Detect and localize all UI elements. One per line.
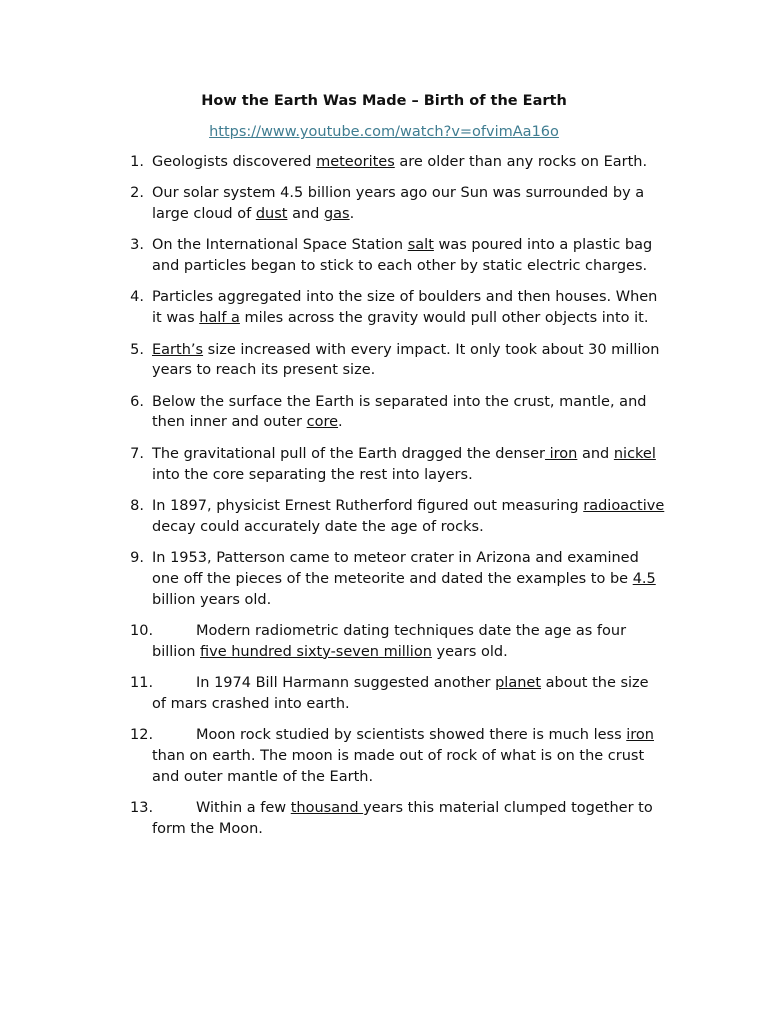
statement-text: Particles aggregated into the size of boulders and then houses. When it was: [152, 289, 658, 327]
fill-in-answer: half a: [199, 310, 240, 327]
list-item-number: 10.: [130, 622, 154, 639]
list-item: [122, 152, 667, 173]
statement-text: On the International Space Station: [152, 237, 408, 254]
list-item-text: [152, 446, 656, 483]
fill-in-answer: 4.5: [632, 570, 656, 587]
statement-text: miles across the gravity would pull other objects into it.: [239, 310, 649, 327]
list-item-text: [152, 342, 659, 379]
list-item-number: 1.: [130, 154, 144, 170]
document-title: How the Earth Was Made – Birth of the Earth: [201, 93, 567, 109]
list-item-text: [152, 185, 644, 222]
statement-text: years this material clumped together to form the Moon.: [152, 799, 653, 837]
statement-text: are older than any rocks on Earth.: [394, 154, 648, 170]
list-item-number: 11.: [130, 674, 154, 691]
list-item-text: [152, 394, 646, 431]
list-item: [122, 287, 667, 329]
fill-in-answer: gas: [323, 206, 350, 223]
list-item-number: 9.: [130, 549, 144, 566]
fill-in-answer: planet: [495, 674, 542, 691]
statement-text: Below the surface the Earth is separated into the crust, mantle, and then inner and outer: [152, 393, 647, 431]
statement-text: In 1974 Bill Harmann suggested another: [196, 674, 496, 691]
fill-in-answer: core: [306, 414, 339, 431]
statement-text: Modern radiometric dating techniques date the age as four billion: [152, 622, 627, 660]
statement-text: billion years old.: [152, 591, 272, 608]
fill-in-answer: nickel: [613, 445, 656, 462]
fill-in-answer: salt: [407, 237, 434, 254]
list-item-number: 13.: [130, 799, 154, 816]
list-item-number: 2.: [130, 185, 144, 202]
list-item-number: 7.: [130, 445, 144, 462]
statement-text: than on earth. The moon is made out of rock of what is on the crust and outer mantle of the Earth.: [152, 747, 645, 785]
list-item: [122, 235, 667, 277]
fill-in-answer: thousand: [290, 799, 364, 816]
statement-text: was poured into a plastic bag and particles began to stick to each other by static electric charges.: [152, 237, 653, 275]
list-item-text: [152, 727, 654, 785]
fill-in-answer: five hundred sixty-seven million: [200, 643, 432, 660]
statement-text: .: [349, 206, 355, 223]
list-item-text: [152, 675, 649, 712]
list-item-text: [152, 550, 656, 608]
video-link[interactable]: https://www.youtube.com/watch?v=ofvimAa16o: [209, 124, 559, 140]
list-item-text: [152, 154, 647, 170]
list-item: [122, 340, 667, 382]
list-item-text: [152, 237, 652, 274]
statement-text: and: [287, 206, 324, 223]
list-item: [122, 183, 667, 225]
fill-in-answer: Earth’s: [152, 341, 204, 358]
list-item: [122, 725, 667, 787]
list-item: [122, 444, 667, 486]
statement-text: Geologists discovered: [152, 154, 317, 170]
list-item-number: 12.: [130, 727, 154, 744]
statement-text: Within a few: [196, 799, 291, 816]
list-item-number: 4.: [130, 289, 144, 306]
statement-text: Moon rock studied by scientists showed there is much less: [196, 727, 627, 744]
list-item: [122, 548, 667, 610]
list-item-number: 3.: [130, 237, 144, 254]
fill-in-answer: dust: [255, 206, 288, 223]
list-item-text: [152, 498, 664, 535]
list-item: [122, 673, 667, 715]
statement-text: size increased with every impact. It only took about 30 million years to reach its present size.: [152, 341, 660, 379]
list-item-text: [152, 623, 626, 660]
list-item-number: 5.: [130, 341, 144, 358]
fill-in-answer: radioactive: [583, 497, 665, 514]
statement-text: Our solar system 4.5 billion years ago our Sun was surrounded by a large cloud of: [152, 185, 645, 223]
fill-in-answer: iron: [626, 727, 654, 744]
fill-in-answer: meteorites: [316, 154, 395, 170]
statement-text: The gravitational pull of the Earth dragged the denser: [152, 445, 546, 462]
statement-text: .: [338, 414, 343, 431]
statement-text: decay could accurately date the age of rocks.: [152, 518, 484, 535]
statement-text: years old.: [431, 643, 508, 660]
list-item: [122, 798, 667, 840]
list-item: [122, 392, 667, 434]
list-item-number: 6.: [130, 393, 144, 410]
numbered-list: [122, 152, 667, 850]
fill-in-answer: iron: [545, 445, 578, 462]
list-item: [122, 496, 667, 538]
statement-text: In 1953, Patterson came to meteor crater in Arizona and examined one off the pieces of the meteorite and dated the examples to be: [152, 549, 639, 587]
list-item-text: [152, 800, 653, 837]
statement-text: into the core separating the rest into layers.: [152, 466, 473, 483]
list-item: [122, 621, 667, 663]
list-item-number: 8.: [130, 497, 144, 514]
list-item-text: [152, 289, 657, 326]
statement-text: about the size of mars crashed into earth.: [152, 674, 649, 712]
statement-text: In 1897, physicist Ernest Rutherford figured out measuring: [152, 497, 584, 514]
statement-text: and: [577, 445, 614, 462]
